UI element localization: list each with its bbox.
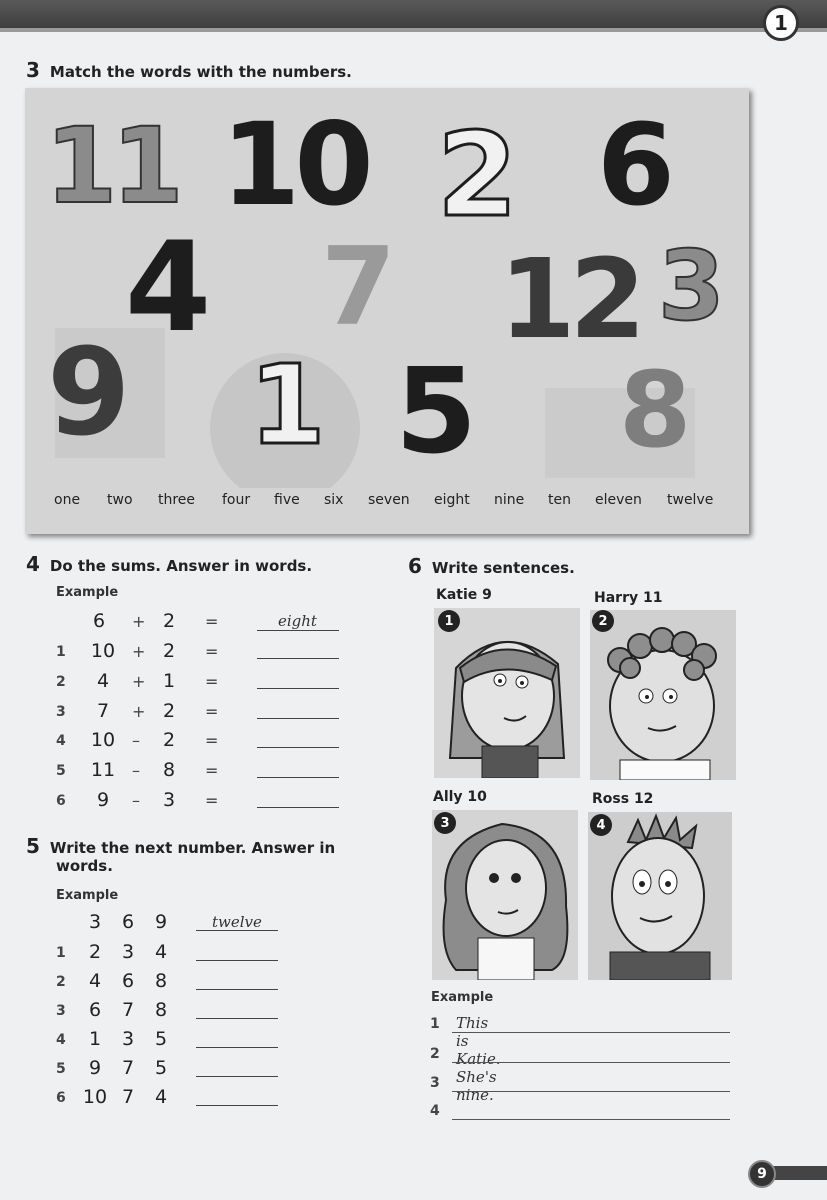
row-number: 1: [56, 945, 66, 961]
sequence-number: 5: [154, 1028, 168, 1050]
sequence-number: 8: [154, 970, 168, 992]
operand: 2: [162, 700, 176, 722]
row-number: 6: [56, 793, 66, 809]
operator: –: [132, 761, 140, 780]
operand: 9: [96, 789, 110, 811]
unit-badge: 1: [763, 5, 799, 41]
operand: 1: [162, 670, 176, 692]
picture-number-badge: 3: [434, 812, 456, 834]
writing-line[interactable]: [452, 1091, 730, 1092]
sequence-number: 2: [88, 941, 102, 963]
operand: 2: [162, 640, 176, 662]
number-words-row: [25, 492, 749, 522]
writing-line[interactable]: [452, 1032, 730, 1033]
answer-line[interactable]: [257, 807, 339, 808]
operand: 2: [162, 610, 176, 632]
line-number: 4: [430, 1103, 440, 1119]
sequence-number: 6: [121, 970, 135, 992]
number-word: five: [274, 492, 300, 508]
equals-sign: =: [205, 672, 219, 691]
operand: 7: [96, 700, 110, 722]
numeral-twelve: 12: [499, 235, 641, 363]
operator: –: [132, 731, 140, 750]
sequence-number: 4: [88, 970, 102, 992]
answer-line[interactable]: [257, 747, 339, 748]
harry-picture: [590, 610, 736, 780]
sequence-number: 6: [121, 911, 135, 933]
operand: 10: [90, 729, 116, 751]
row-number: 4: [56, 733, 66, 749]
exercise-title: Match the words with the numbers.: [49, 63, 352, 81]
exercise-title: Do the sums. Answer in words.: [49, 557, 313, 575]
picture-number-badge: 4: [590, 814, 612, 836]
sequence-number: 4: [154, 941, 168, 963]
sequence-number: 3: [121, 941, 135, 963]
equals-sign: =: [205, 731, 219, 750]
line-number: 1: [430, 1016, 440, 1032]
exercise-5-heading: [26, 834, 335, 858]
equals-sign: =: [205, 642, 219, 661]
sequence-number: 8: [154, 999, 168, 1021]
numbers-illustration-panel: [25, 88, 749, 534]
exercise-title-continued: words.: [56, 857, 113, 875]
answer-line[interactable]: [257, 718, 339, 719]
header-stripe: [0, 28, 827, 32]
writing-line[interactable]: [452, 1062, 730, 1063]
sequence-number: 1: [88, 1028, 102, 1050]
number-word: nine: [494, 492, 525, 508]
exercise-number: 6: [408, 554, 422, 578]
numeral-eight: 8: [619, 349, 686, 471]
sequence-number: 7: [121, 999, 135, 1021]
katie-picture: [434, 608, 580, 778]
operand: 6: [92, 610, 106, 632]
operator: +: [132, 702, 146, 721]
numeral-four: 4: [125, 216, 206, 360]
row-number: 4: [56, 1032, 66, 1048]
sequence-number: 7: [121, 1086, 135, 1108]
number-word: three: [158, 492, 196, 508]
row-number: 2: [56, 974, 66, 990]
character-name-harry: Harry 11: [594, 590, 663, 606]
equals-sign: =: [205, 761, 219, 780]
ross-illustration: [588, 812, 732, 980]
writing-line[interactable]: [452, 1119, 730, 1120]
row-number: 2: [56, 674, 66, 690]
exercise-4-heading: [26, 552, 312, 576]
operator: +: [132, 672, 146, 691]
picture-number-badge: 1: [438, 610, 460, 632]
operator: –: [132, 791, 140, 810]
example-label: Example: [431, 990, 494, 1005]
numeral-ten: 10: [221, 98, 368, 231]
sequence-number: 5: [154, 1057, 168, 1079]
number-word: ten: [548, 492, 571, 508]
footer-bar: [768, 1166, 827, 1180]
answer-line: [196, 930, 278, 931]
header-bar: [0, 0, 827, 28]
row-number: 5: [56, 1061, 66, 1077]
sequence-number: 4: [154, 1086, 168, 1108]
numeral-seven: 7: [321, 225, 391, 350]
operand: 2: [162, 729, 176, 751]
character-name-ross: Ross 12: [592, 791, 654, 807]
number-word: eleven: [595, 492, 642, 508]
ross-picture: [588, 812, 732, 980]
sequence-number: 7: [121, 1057, 135, 1079]
operator: +: [132, 642, 146, 661]
exercise-3-heading: [26, 58, 352, 82]
equals-sign: =: [205, 791, 219, 810]
sequence-number: 3: [121, 1028, 135, 1050]
sequence-number: 9: [88, 1057, 102, 1079]
exercise-number: 5: [26, 834, 40, 858]
sequence-number: 3: [88, 911, 102, 933]
answer-line[interactable]: [257, 658, 339, 659]
answer-line[interactable]: [196, 960, 278, 961]
numeral-nine: 9: [47, 324, 125, 463]
row-number: 6: [56, 1090, 66, 1106]
example-label: Example: [56, 585, 119, 600]
numeral-three: 3: [658, 230, 719, 342]
sequence-number: 10: [82, 1086, 108, 1108]
character-name-katie: Katie 9: [436, 587, 492, 603]
equals-sign: =: [205, 612, 219, 631]
sequence-number: 6: [88, 999, 102, 1021]
exercise-number: 3: [26, 58, 40, 82]
ally-picture: [432, 810, 578, 980]
answer-line: [257, 630, 339, 631]
example-label: Example: [56, 888, 119, 903]
character-name-ally: Ally 10: [433, 789, 487, 805]
numeral-five: 5: [395, 342, 472, 480]
ally-illustration: [432, 810, 578, 980]
sequence-number: 9: [154, 911, 168, 933]
numeral-two: 2: [437, 108, 512, 243]
page-number: 9: [748, 1160, 776, 1188]
answer-line[interactable]: [196, 1018, 278, 1019]
number-word: seven: [368, 492, 410, 508]
exercise-title: Write the next number. Answer in: [49, 839, 336, 857]
row-number: 3: [56, 1003, 66, 1019]
exercise-title: Write sentences.: [431, 559, 575, 577]
answer-line[interactable]: [257, 688, 339, 689]
number-word: twelve: [667, 492, 714, 508]
exercise-6-heading: [408, 554, 575, 578]
operand: 3: [162, 789, 176, 811]
katie-illustration: [434, 608, 580, 778]
example-answer: eight: [278, 612, 317, 630]
line-number: 3: [430, 1075, 440, 1091]
row-number: 5: [56, 763, 66, 779]
number-word: two: [107, 492, 133, 508]
number-word: eight: [434, 492, 470, 508]
sentence-text: This is Katie. She's nine.: [456, 1014, 501, 1104]
operand: 10: [90, 640, 116, 662]
answer-line[interactable]: [196, 1076, 278, 1077]
example-answer: twelve: [212, 913, 262, 931]
row-number: 1: [56, 644, 66, 660]
number-word: six: [324, 492, 344, 508]
number-word: four: [222, 492, 251, 508]
answer-line[interactable]: [257, 777, 339, 778]
operand: 8: [162, 759, 176, 781]
exercise-number: 4: [26, 552, 40, 576]
line-number: 2: [430, 1046, 440, 1062]
operand: 4: [96, 670, 110, 692]
number-word: one: [54, 492, 81, 508]
picture-number-badge: 2: [592, 610, 614, 632]
answer-line[interactable]: [196, 989, 278, 990]
operand: 11: [90, 759, 116, 781]
row-number: 3: [56, 704, 66, 720]
equals-sign: =: [205, 702, 219, 721]
harry-illustration: [590, 610, 736, 780]
numeral-six: 6: [597, 101, 669, 231]
answer-line[interactable]: [196, 1105, 278, 1106]
numeral-eleven: 11: [45, 105, 178, 227]
numeral-one: 1: [249, 341, 320, 469]
answer-line[interactable]: [196, 1047, 278, 1048]
operator: +: [132, 612, 146, 631]
